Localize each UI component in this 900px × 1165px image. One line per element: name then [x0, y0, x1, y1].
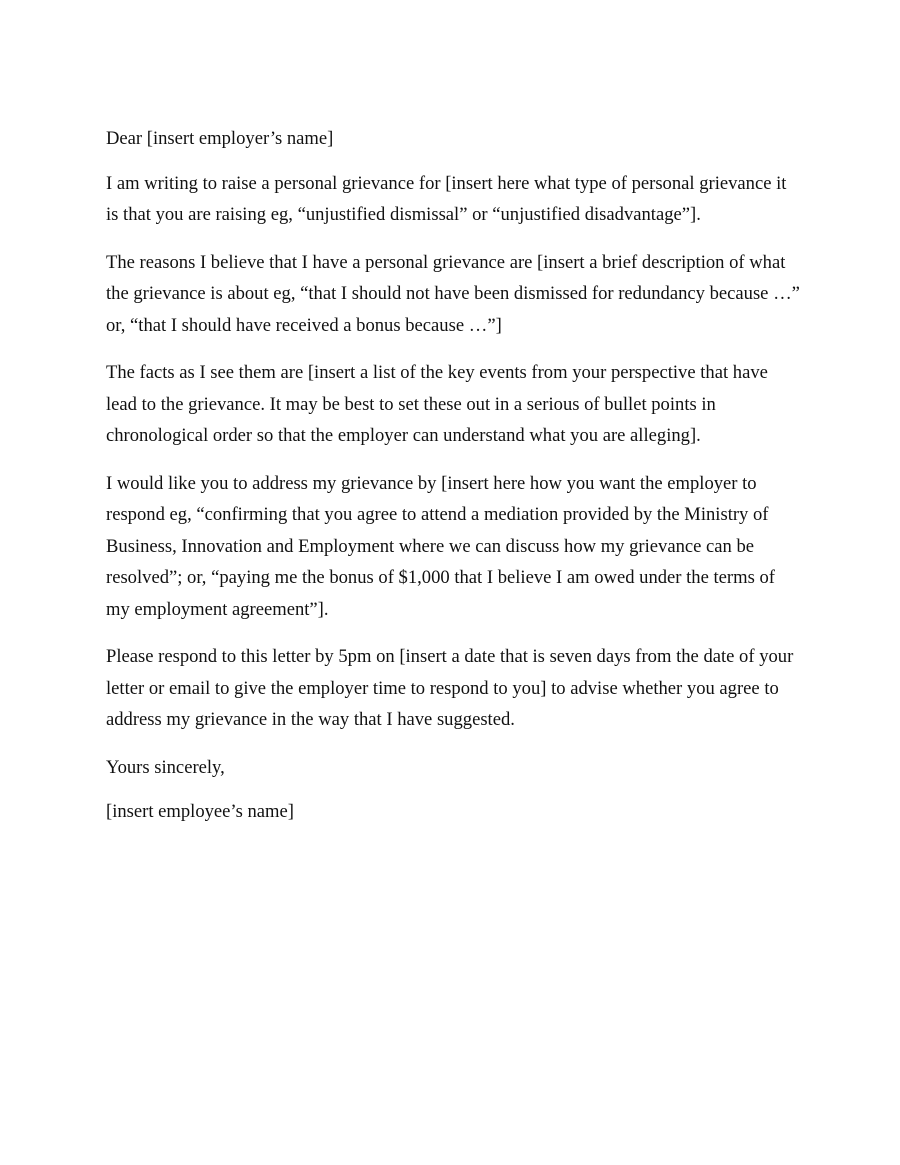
closing: Yours sincerely,: [106, 756, 225, 778]
paragraph-reasons: The reasons I believe that I have a personal grievance are [insert a brief description of what the grievance is about eg, “that I should not have been dismissed for redundancy because …” or, “that I should have received a bonus because …”]: [106, 251, 800, 336]
salutation: Dear [insert employer’s name]: [106, 128, 334, 149]
signature: [insert employee’s name]: [106, 801, 294, 822]
letter-body: [106, 123, 800, 844]
paragraph-remedy: I would like you to address my grievance by [insert here how you want the employer to respond eg, “confirming that you agree to attend a mediation provided by the Ministry of Business, Innovation and Employment where we can discuss how my grievance can be resolved”; or, “paying me the bonus of $1,000 that I believe I am owed under the terms of my employment agreement”].: [106, 472, 775, 620]
paragraph-facts: The facts as I see them are [insert a list of the key events from your perspective that have lead to the grievance. It may be best to set these out in a serious of bullet points in chronological order so that the employer can understand what you are alleging].: [106, 362, 768, 446]
paragraph-response-deadline: Please respond to this letter by 5pm on [insert a date that is seven days from the date of your letter or email to give the employer time to respond to you] to advise whether you agree to address my grievance in the way that I have suggested.: [106, 646, 794, 730]
paragraph-grievance-type: I am writing to raise a personal grievance for [insert here what type of personal grievance it is that you are raising eg, “unjustified dismissal” or “unjustified disadvantage”].: [106, 172, 787, 225]
